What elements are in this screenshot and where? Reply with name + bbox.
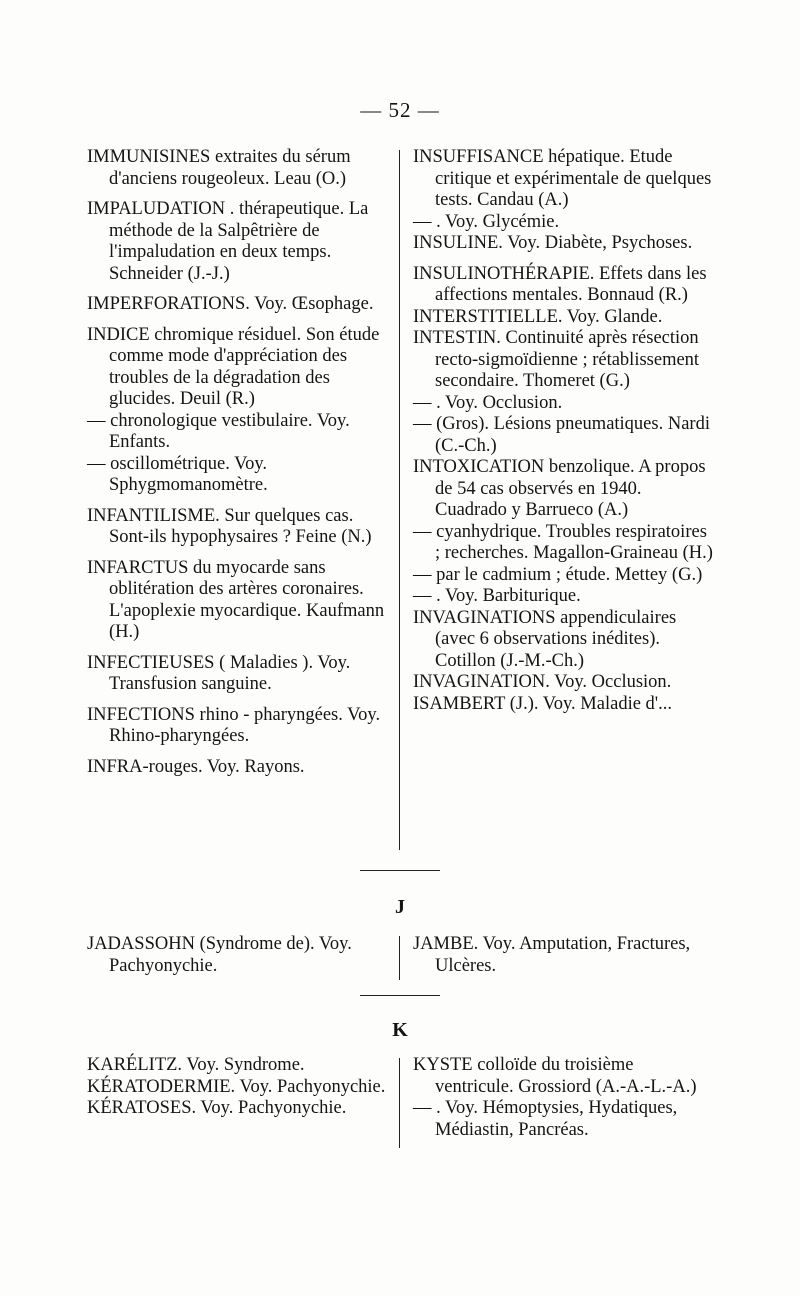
index-entry: INTERSTITIELLE. Voy. Glande. [413,306,663,327]
index-entry: INFECTIEUSES ( Maladies ). Voy. Transfusion sanguine. [87,652,351,694]
index-entry: INDICE chromique résiduel. Son étude comme mode d'appréciation des troubles de la dégradation des glucides. Deuil (R.) [87,324,380,409]
index-entry: INTESTIN. Continuité après résection recto-sigmoïdienne ; rétablissement secondaire. Thomeret (G.) [413,328,700,391]
index-column-right [413,1055,713,1141]
index-entry: JADASSOHN (Syndrome de). Voy. Pachyonychie. [87,934,352,976]
index-entry: INVAGINATION. Voy. Occlusion. [413,672,672,692]
page-number: — 52 — [360,98,440,122]
index-entry: INTOXICATION benzolique. A propos de 54 cas observés en 1940. Cuadrado y Barrueco (A.) [413,457,706,520]
index-subentry: — . Voy. Occlusion. [413,392,563,413]
index-entry: INVAGINATIONS appendiculaires (avec 6 observations inédites). Cotillon (J.-M.-Ch.) [413,607,677,671]
index-subentry: — . Voy. Glycémie. [413,211,560,232]
index-entry: INFECTIONS rhino - pharyngées. Voy. Rhino-pharyngées. [87,704,381,746]
index-column-left [87,1055,389,1120]
index-subentry: — . Voy. Hémoptysies, Hydatiques, Médiastin, Pancréas. [413,1098,678,1140]
index-subentry: — . Voy. Barbiturique. [413,586,581,606]
index-entry: INFRA-rouges. Voy. Rayons. [87,756,305,777]
index-entry: ISAMBERT (J.). Voy. Maladie d'... [413,693,672,714]
index-subentry: — chronologique vestibulaire. Voy. Enfants. [87,410,350,452]
index-entry: KÉRATODERMIE. Voy. Pachyonychie. [87,1076,386,1097]
index-entry: INSUFFISANCE hépatique. Etude critique et expérimentale de quelques tests. Candau (A.) [413,147,712,210]
index-entry: INFARCTUS du myocarde sans oblitération des artères coronaires. L'apoplexie myocardique. Kaufmann (H.) [87,557,385,642]
index-entry: IMPALUDATION . thérapeutique. La méthode de la Salpêtrière de l'impaludation en deux temps. Schneider (J.-J.) [87,199,369,284]
section-letter-k: K [392,1019,408,1041]
section-rule [360,995,440,996]
index-entry: JAMBE. Voy. Amputation, Fractures, Ulcères. [413,934,691,976]
index-column-right [413,934,713,986]
index-entry: INSULINOTHÉRAPIE. Effets dans les affections mentales. Bonnaud (R.) [413,263,707,305]
section-letter-j: J [395,896,405,918]
index-column-right [413,147,713,715]
index-column-left [87,934,389,986]
column-divider [399,150,400,850]
index-column-left [87,147,389,787]
index-entry: INSULINE. Voy. Diabète, Psychoses. [413,233,693,253]
index-entry: KYSTE colloïde du troisième ventricule. Grossiord (A.-A.-L.-A.) [413,1055,697,1097]
column-divider [399,936,400,980]
index-entry: INFANTILISME. Sur quelques cas. Sont-ils hypophysaires ? Feine (N.) [87,505,372,547]
index-entry: IMMUNISINES extraites du sérum d'anciens rougeoleux. Leau (O.) [87,147,351,189]
index-subentry: — oscillométrique. Voy. Sphygmomanomètre. [87,453,268,495]
index-subentry: — par le cadmium ; étude. Mettey (G.) [413,564,703,585]
index-entry: KARÉLITZ. Voy. Syndrome. [87,1055,305,1075]
index-entry: IMPERFORATIONS. Voy. Œsophage. [87,294,374,314]
index-subentry: — (Gros). Lésions pneumatiques. Nardi (C.-Ch.) [413,414,710,456]
index-entry: KÉRATOSES. Voy. Pachyonychie. [87,1098,347,1118]
index-subentry: — cyanhydrique. Troubles respiratoires ; recherches. Magallon-Graineau (H.) [413,521,713,563]
section-rule [360,870,440,871]
column-divider [399,1058,400,1148]
